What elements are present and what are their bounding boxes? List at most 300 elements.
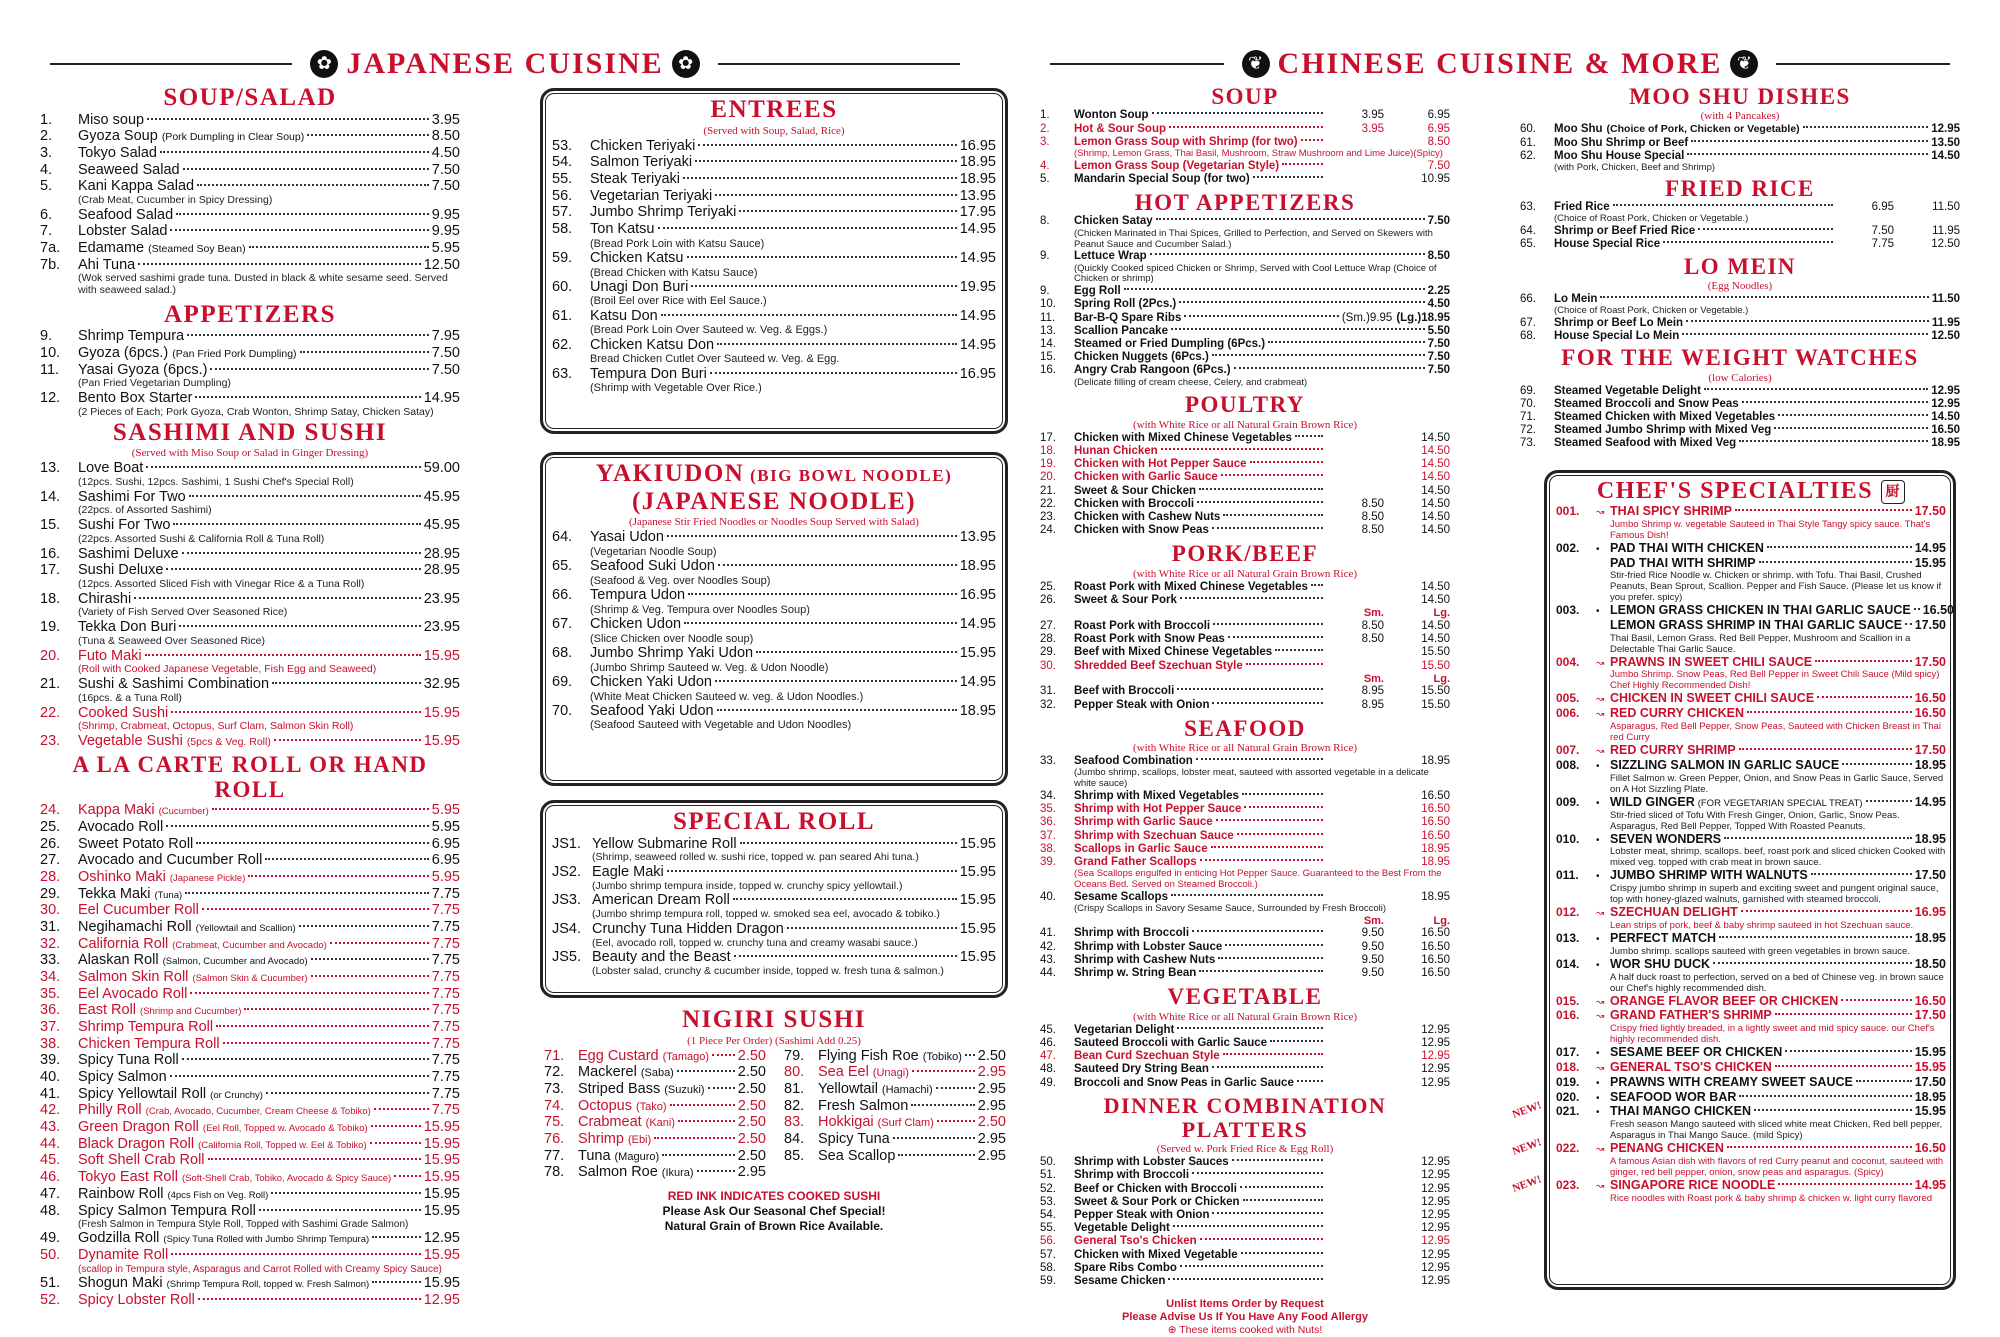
menu-item [1040, 1262, 1450, 1275]
item-price-large: 12.95 [1421, 1050, 1450, 1063]
item-name: Godzilla Roll [78, 1230, 160, 1247]
menu-item [544, 1164, 766, 1181]
section-heading [1520, 254, 1960, 279]
item-number: 1. [40, 111, 53, 128]
item-price-large: 15.50 [1421, 685, 1450, 698]
dot-leader [1301, 139, 1323, 141]
item-number: 022. [1556, 1141, 1580, 1156]
section-heading [1040, 1094, 1450, 1142]
new-badge: NEW! [1510, 1136, 1543, 1158]
item-name: Chicken with Cashew Nuts [1074, 511, 1221, 524]
item-price: 15.95 [423, 1119, 460, 1136]
item-name: Shrimp Tempura Roll [78, 1019, 214, 1036]
item-price: 6.95 [431, 852, 460, 869]
chef-item [1556, 541, 1946, 556]
nigiri-right-list [784, 1048, 1006, 1181]
item-number: 66. [552, 586, 573, 603]
item-price: 15.95 [423, 704, 460, 721]
menu-item [40, 390, 460, 407]
item-number: 48. [40, 1202, 61, 1219]
menu-item [552, 616, 996, 633]
dot-leader [1212, 1066, 1323, 1068]
section-subnote: (with White Rice or all Natural Grain Brown Rice) [1132, 1010, 1357, 1023]
item-number: 24. [1040, 524, 1056, 537]
item-price: 7.75 [431, 919, 460, 936]
item-price: 15.95 [1914, 1045, 1946, 1060]
item-name: House Special Rice [1554, 238, 1661, 251]
bullet-icon: • [1596, 959, 1600, 971]
item-name: Yellow Submarine Roll [592, 835, 737, 852]
item-name: Gyoza (6pcs.) [78, 345, 169, 362]
menu-item [1040, 1209, 1450, 1222]
dot-leader [1212, 1212, 1323, 1214]
item-price-large: 14.50 [1421, 594, 1450, 606]
item-price: 2.95 [977, 1147, 1006, 1164]
dot-leader [717, 709, 957, 711]
item-number: 25. [40, 819, 61, 836]
menu-item [40, 676, 460, 693]
item-note: (Salmon Skin & Cucumber) [192, 973, 308, 985]
item-number: 28. [1040, 633, 1056, 646]
item-price: 45.95 [423, 488, 460, 505]
item-name: LEMON GRASS CHICKEN IN THAI GARLIC SAUCE [1610, 603, 1911, 618]
item-price-small: 8.50 [1361, 524, 1384, 537]
item-name: Tempura Udon [590, 586, 686, 603]
dot-leader [1200, 1238, 1323, 1240]
item-name: Sweet & Sour Chicken [1074, 484, 1197, 497]
dot-leader [1914, 608, 1920, 610]
menu-item [544, 1114, 766, 1131]
menu-item [1040, 1275, 1450, 1288]
item-name: Egg Roll [1074, 285, 1121, 298]
spicy-pepper-icon: ↝ [1596, 1144, 1605, 1156]
item-price-large: 18.95 [1421, 890, 1450, 903]
menu-item [1520, 150, 1960, 163]
item-price: 28.95 [423, 562, 460, 579]
item-name: Yasai Udon [590, 529, 664, 545]
dot-leader [182, 1058, 429, 1060]
item-name: Shrimp with Garlic Sauce [1074, 816, 1213, 829]
item-number: 54. [552, 154, 573, 171]
section-heading-text: HOT APPETIZERS [1134, 190, 1356, 216]
item-price: 5.95 [431, 802, 460, 819]
item-note: (Tamago) [662, 1050, 710, 1063]
item-number: 84. [784, 1130, 805, 1147]
section-heading-text: LO MEIN [1683, 253, 1797, 279]
item-number: 59. [552, 249, 573, 266]
item-number: 62. [552, 336, 573, 353]
dot-leader [695, 160, 957, 162]
item-price: 7.75 [431, 1002, 460, 1019]
dot-leader [1152, 112, 1323, 114]
menu-item [1520, 330, 1960, 343]
item-price: 2.50 [737, 1080, 766, 1097]
spicy-pepper-icon: ↝ [1596, 709, 1605, 721]
section-heading-text: CHEF'S SPECIALTIES [1596, 478, 1874, 504]
dot-leader [173, 523, 420, 525]
item-price-large: 16.50 [1421, 927, 1450, 940]
item-price-small: 8.95 [1361, 685, 1384, 698]
item-name: Sushi For Two [78, 517, 171, 534]
item-number: 16. [1040, 364, 1056, 377]
dot-leader [189, 495, 421, 497]
dot-leader [1173, 1225, 1323, 1227]
item-number: 18. [1040, 444, 1056, 457]
dot-leader [1253, 176, 1323, 178]
dot-leader [1775, 1013, 1912, 1015]
menu-item [1040, 123, 1450, 136]
item-name: Spare Ribs Combo [1074, 1261, 1177, 1274]
item-price: 2.95 [977, 1130, 1006, 1147]
menu-item [1040, 160, 1450, 173]
menu-item [1040, 830, 1450, 843]
bullet-icon: • [1596, 1048, 1600, 1060]
item-price-small: 8.50 [1361, 619, 1384, 632]
item-name: Soft Shell Crab Roll [78, 1152, 205, 1169]
item-price: 5.95 [431, 869, 460, 886]
item-price: 12.95 [1931, 123, 1960, 136]
dot-leader [1866, 800, 1912, 802]
chef-item [1556, 1008, 1946, 1023]
item-number: 7. [40, 223, 53, 240]
dot-leader [146, 466, 420, 468]
item-price-large: 15.50 [1421, 659, 1450, 672]
dot-leader [1311, 584, 1323, 586]
item-name: Moo Shu [1554, 123, 1603, 136]
menu-item [1520, 411, 1960, 424]
item-name: Lo Mein [1554, 292, 1598, 305]
dot-leader [898, 1154, 974, 1156]
item-price: 16.50 [1914, 706, 1946, 721]
item-price-large: 16.50 [1421, 940, 1450, 953]
item-number: 19. [1040, 458, 1056, 471]
divider [50, 63, 292, 65]
item-name: Avocado and Cucumber Roll [78, 852, 263, 869]
dot-leader [740, 842, 957, 844]
item-name: Tokyo East Roll [78, 1169, 178, 1186]
item-number: 15. [40, 517, 61, 534]
item-name: Shrimp with Szechuan Sauce [1074, 829, 1234, 842]
dot-leader [687, 256, 957, 258]
item-name: Chicken with Broccoli [1074, 497, 1195, 510]
item-price-large: 16.50 [1421, 803, 1450, 816]
item-number: 13. [1040, 324, 1056, 337]
menu-item [40, 952, 460, 969]
menu-item [40, 1152, 460, 1169]
item-price: 17.50 [1914, 1008, 1946, 1023]
item-description: (scallop in Tempura style, Asparagus and Carrot Rolled with Creamy Spicy Sauce) [78, 1263, 442, 1275]
chef-item [1556, 1075, 1946, 1090]
item-number: 10. [40, 345, 61, 362]
item-note: (Shrimp Tempura Roll, topped w. Fresh Salmon) [166, 1279, 370, 1291]
dot-leader [216, 1025, 429, 1027]
item-number: 31. [40, 919, 61, 936]
chef-item [1556, 868, 1946, 883]
spicy-pepper-icon: ↝ [1596, 1180, 1605, 1192]
dot-leader [667, 870, 957, 872]
item-number: 012. [1556, 905, 1580, 920]
menu-item [1040, 215, 1450, 228]
item-name: Gyoza Soup [78, 128, 158, 145]
item-price: 15.95 [959, 920, 996, 937]
menu-item [1040, 594, 1450, 607]
item-description: (Bread Chicken with Katsu Sauce) [590, 266, 758, 279]
item-name: Tempura Don Buri [590, 365, 707, 382]
item-price: 14.95 [959, 615, 996, 632]
item-note: (Hamachi) [881, 1083, 933, 1096]
dot-leader [183, 168, 429, 170]
item-number: 85. [784, 1147, 805, 1164]
item-price: 17.50 [1914, 1074, 1946, 1089]
japanese-title: JAPANESE CUISINE [346, 47, 664, 80]
section-subnote: (with White Rice or all Natural Grain Brown Rice) [1132, 567, 1357, 580]
item-price: 23.95 [423, 590, 460, 607]
item-number: 55. [552, 170, 573, 187]
item-price-large: 14.50 [1421, 444, 1450, 457]
item-description: (22pcs. Assorted Sushi & California Roll & Tuna Roll) [78, 532, 325, 545]
dot-leader [718, 564, 957, 566]
item-description: (Shrimp, Lemon Grass, Thai Basil, Mushroom, Straw Mushroom and Lime Juice)(Spicy) [1074, 147, 1443, 159]
item-number: 67. [552, 615, 573, 632]
new-badge: NEW! [1510, 1099, 1543, 1122]
spicy-pepper-icon: ↝ [1596, 996, 1605, 1008]
menu-item [1040, 325, 1450, 338]
item-number: 19. [40, 619, 61, 636]
dot-leader [160, 151, 429, 153]
dot-leader [145, 654, 421, 656]
item-name: PAD THAI WITH CHICKEN [1610, 541, 1764, 556]
item-name: Seafood Salad [78, 206, 174, 223]
item-price-large: 12.95 [1421, 1195, 1450, 1208]
section-heading [1520, 176, 1960, 201]
nut-marker-icon: ⊕ [1167, 1324, 1180, 1337]
chef-item [1556, 603, 1954, 618]
item-price: 15.95 [959, 892, 996, 909]
item-name: Chicken Katsu [590, 249, 684, 266]
nuts-note [1040, 1324, 1450, 1337]
item-number: 008. [1556, 757, 1580, 772]
menu-item [544, 1148, 766, 1165]
item-name: Sweet & Sour Pork or Chicken [1074, 1195, 1240, 1208]
item-description: Stir-fried sliced of Tofu With Fresh Ginger, Onion, Garlic, Snow Peas. Asparagus, Red Bell Pepper, Topped With Roasted Peanuts. [1610, 809, 1900, 832]
item-name: LEMON GRASS SHRIMP IN THAI GARLIC SAUCE [1610, 618, 1903, 633]
menu-item [1040, 511, 1450, 524]
item-number: 13. [40, 460, 61, 477]
item-name: Eel Avocado Roll [78, 985, 188, 1002]
large-size-label: Lg. [1433, 672, 1450, 685]
item-number: 70. [1520, 397, 1536, 410]
item-number: 68. [552, 644, 573, 661]
item-price: 59.00 [423, 460, 460, 477]
menu-item [40, 1019, 460, 1036]
dot-leader [1297, 1080, 1323, 1082]
item-name: Sushi & Sashimi Combination [78, 676, 270, 693]
item-note: (Pan Fried Pork Dumpling) [172, 348, 297, 361]
item-number: 50. [40, 1247, 61, 1264]
item-description: (2 Pieces of Each; Pork Gyoza, Crab Wonton, Shrimp Satay, Chicken Satay) [78, 405, 434, 418]
entrees-section [552, 96, 996, 395]
section-subnote: (with White Rice or all Natural Grain Brown Rice) [1132, 742, 1357, 755]
section-heading-text: APPETIZERS [164, 300, 336, 328]
item-number: 015. [1556, 993, 1580, 1008]
menu-item [1040, 250, 1450, 263]
menu-item [1040, 1196, 1450, 1209]
item-number: 37. [40, 1019, 61, 1036]
dot-leader [170, 1075, 429, 1077]
menu-item [1040, 338, 1450, 351]
section-heading [1556, 478, 1946, 504]
item-price: 15.95 [1914, 1104, 1946, 1119]
item-description: (Vegetarian Noodle Soup) [590, 545, 717, 558]
item-name: Dynamite Roll [78, 1247, 169, 1264]
menu-item [552, 308, 996, 325]
item-price: 18.95 [1914, 831, 1946, 846]
item-price: 17.50 [1914, 868, 1946, 883]
section-heading [40, 419, 460, 447]
item-note: (Kani) [645, 1117, 676, 1130]
spicy-pepper-icon: ↝ [1596, 694, 1605, 706]
item-note: (Cucumber) [158, 806, 209, 818]
item-price: 15.95 [959, 644, 996, 661]
item-number: 38. [1040, 842, 1056, 855]
item-name: Hot & Sour Soup [1074, 122, 1166, 135]
item-number: 8. [1040, 215, 1050, 228]
special-roll-section [552, 808, 996, 978]
item-description: (Bread Pork Loin Over Sauteed w. Veg. & Eggs.) [590, 324, 828, 337]
item-number: JS1. [552, 835, 582, 852]
menu-item [1520, 385, 1960, 398]
menu-item [1040, 816, 1450, 829]
dot-leader [1754, 1109, 1912, 1111]
item-price: 7.75 [431, 885, 460, 902]
dot-leader [1192, 1172, 1323, 1174]
dot-leader [1767, 546, 1912, 548]
menu-item [40, 207, 460, 224]
item-number: 002. [1556, 541, 1580, 556]
item-price: 2.50 [737, 1114, 766, 1131]
section-subnote: (Served with Soup, Salad, Rice) [703, 124, 845, 137]
item-name: Striped Bass [578, 1080, 661, 1097]
menu-item [552, 892, 996, 909]
item-description: (Fresh Salmon in Tempura Style Roll, Topped with Sashimi Grade Salmon) [78, 1219, 409, 1231]
item-name: Roast Pork with Broccoli [1074, 619, 1211, 632]
item-price: 32.95 [423, 676, 460, 693]
bullet-icon: • [1596, 871, 1600, 883]
dragon-icon: ❦ [1242, 50, 1270, 78]
item-price: 18.95 [959, 557, 996, 574]
menu-item [1040, 1037, 1450, 1050]
divider [1776, 63, 1950, 65]
spicy-pepper-icon: ↝ [1596, 1011, 1605, 1023]
large-size-label: Lg. [1433, 607, 1450, 620]
item-price: 7.75 [431, 1052, 460, 1069]
dot-leader [202, 908, 429, 910]
item-price: 2.95 [977, 1080, 1006, 1097]
item-name: Sea Eel [818, 1064, 869, 1081]
item-number: 6. [40, 206, 53, 223]
japanese-title-bar [40, 42, 970, 86]
item-price: 15.95 [1914, 556, 1946, 571]
item-name: Tokyo Salad [78, 144, 157, 161]
item-price: 16.50 [1914, 691, 1946, 706]
item-name: Steamed Chicken with Mixed Vegetables [1554, 410, 1776, 423]
chef-item-variant [1556, 618, 1946, 632]
item-note: (Salmon, Cucumber and Avocado) [162, 956, 308, 968]
dot-leader [1704, 388, 1928, 390]
item-number: 36. [40, 1002, 61, 1019]
item-description: (Shrimp, Crabmeat, Octopus, Surf Clam, Salmon Skin Roll) [78, 720, 354, 733]
dot-leader [1213, 623, 1323, 625]
item-number: 58. [552, 220, 573, 237]
item-name: Chicken Katsu Don [590, 336, 715, 353]
item-name: Beef or Chicken with Broccoli [1074, 1182, 1237, 1195]
spicy-pepper-icon: ↝ [1596, 507, 1605, 519]
section-heading [1040, 716, 1450, 741]
dot-leader [1747, 711, 1912, 713]
dot-leader [678, 1120, 735, 1122]
item-number: 60. [552, 278, 573, 295]
item-price-small: 8.50 [1361, 633, 1384, 646]
item-number: 71. [1520, 410, 1536, 423]
item-number: 43. [40, 1119, 61, 1136]
item-price: 13.95 [959, 187, 996, 204]
item-description: Rice noodles with Roast pork & baby shrimp & chicken w. light curry flavored [1610, 1192, 1933, 1204]
item-price: 14.95 [1914, 1177, 1946, 1192]
item-name: Tuna [578, 1147, 611, 1164]
item-price: 7.75 [431, 1102, 460, 1119]
item-description: (White Meat Chicken Sauteed w. veg. & Udon Noodles.) [590, 690, 864, 703]
item-number: 10. [1040, 298, 1056, 311]
item-price-large: 12.95 [1421, 1235, 1450, 1248]
item-note: (Maguro) [614, 1150, 660, 1163]
item-description: (Jumbo shrimp tempura inside, topped w. crunchy spicy yellowtail.) [592, 879, 903, 892]
item-name: Tekka Don Buri [78, 619, 177, 636]
menu-item [40, 257, 460, 274]
flower-icon: ✿ [310, 50, 338, 78]
dot-leader [1719, 936, 1912, 938]
item-number: 48. [1040, 1063, 1056, 1076]
item-name: Sauteed Dry String Bean [1074, 1063, 1209, 1076]
size-header [1040, 607, 1450, 620]
item-description: (Broil Eel over Rice with Eel Sauce.) [590, 295, 767, 308]
item-name: Seafood Yaki Udon [590, 702, 714, 719]
dot-leader [1180, 1265, 1323, 1267]
dot-leader [248, 875, 428, 877]
menu-item [1040, 524, 1450, 537]
dot-leader [1171, 894, 1323, 896]
item-description: (Lobster salad, crunchy & cucumber inside, topped w. fresh tuna & salmon.) [592, 965, 944, 978]
dot-leader [1234, 367, 1425, 369]
item-number: 1. [1040, 109, 1050, 122]
item-price: 23.95 [423, 619, 460, 636]
item-number: 51. [1040, 1169, 1056, 1182]
item-number: 65. [1520, 238, 1536, 251]
item-price: 12.95 [423, 1230, 460, 1247]
item-price-large: 14.50 [1421, 484, 1450, 497]
section-heading [552, 460, 996, 488]
item-name: PRAWNS WITH CREAMY SWEET SAUCE [1610, 1074, 1853, 1089]
item-name: Grand Father Scallops [1074, 856, 1197, 869]
dot-leader [1156, 218, 1425, 220]
menu-item [552, 949, 996, 966]
item-number: 45. [40, 1152, 61, 1169]
item-price: 6.95 [431, 835, 460, 852]
item-name: Egg Custard [578, 1047, 659, 1064]
item-number: 50. [1040, 1156, 1056, 1169]
dot-leader [1184, 315, 1338, 317]
item-number: 56. [552, 187, 573, 204]
item-price: 8.50 [431, 128, 460, 145]
